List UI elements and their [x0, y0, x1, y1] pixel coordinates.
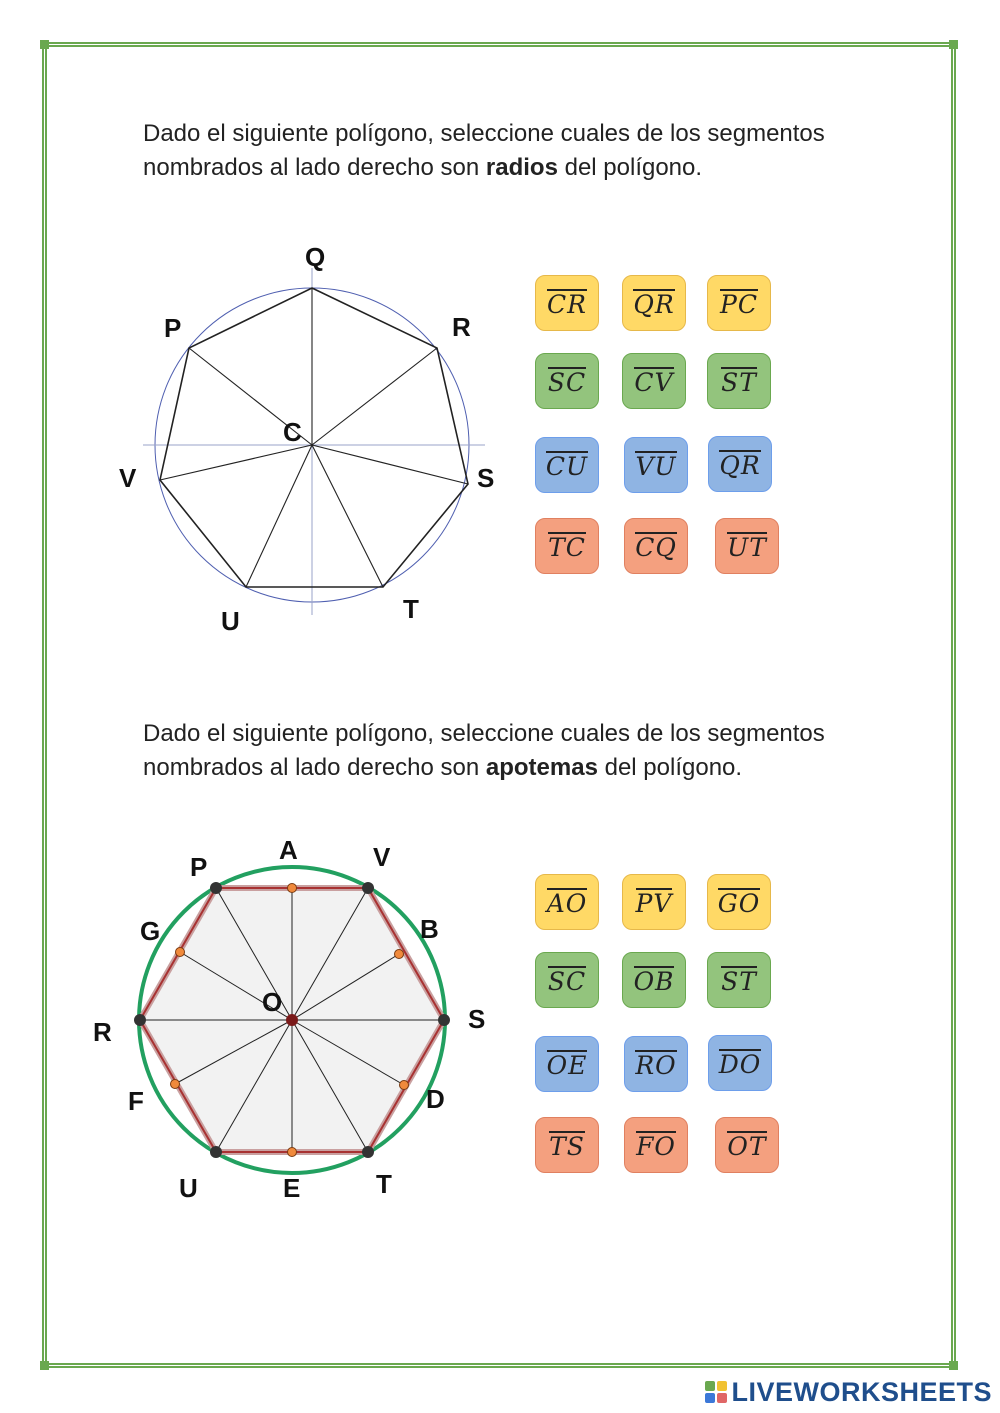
option-cu[interactable]: [535, 437, 599, 493]
border-corner: [40, 1361, 49, 1370]
label-a: A: [279, 835, 298, 865]
option-sc-2[interactable]: [535, 952, 599, 1008]
instruction-text: del polígono.: [557, 153, 703, 181]
option-qr-2[interactable]: [708, 436, 772, 492]
option-label: QR: [719, 450, 761, 480]
option-label: AO: [546, 888, 588, 918]
label-f: F: [128, 1086, 144, 1116]
option-label: CV: [634, 367, 674, 397]
vertex-label-v: V: [119, 463, 137, 493]
label-g: G: [140, 916, 161, 946]
center-label-c: C: [283, 417, 302, 447]
option-label: CU: [545, 451, 589, 481]
label-e: E: [283, 1173, 301, 1203]
option-label: CR: [547, 289, 587, 319]
label-d: D: [426, 1084, 445, 1114]
liveworksheets-logo[interactable]: [705, 1377, 992, 1407]
option-label: ST: [721, 966, 757, 996]
option-ts[interactable]: [535, 1117, 599, 1173]
liveworksheets-grid-icon: [705, 1381, 727, 1403]
label-o: O: [262, 987, 283, 1017]
option-sc[interactable]: [535, 353, 599, 409]
vertex-label-u: U: [221, 606, 240, 636]
option-qr[interactable]: [622, 275, 686, 331]
option-label: DO: [718, 1049, 762, 1079]
vertex-label-s: S: [477, 463, 495, 493]
option-ro[interactable]: [624, 1036, 688, 1092]
border-corner: [949, 1361, 958, 1370]
option-label: PC: [720, 289, 758, 319]
option-do[interactable]: [708, 1035, 772, 1091]
option-label: CQ: [635, 532, 677, 562]
border-corner: [949, 40, 958, 49]
hexagon-figure: [80, 830, 520, 1210]
option-label: OB: [633, 966, 675, 996]
center-dot: [286, 1014, 298, 1026]
instruction-text: Dado el siguiente polígono, seleccione cuales de los segmentos nombrados al lado derecho son: [143, 120, 825, 181]
option-oe[interactable]: [535, 1036, 599, 1092]
option-label: SC: [547, 966, 587, 996]
option-ob[interactable]: [622, 952, 686, 1008]
option-ao[interactable]: [535, 874, 599, 930]
option-label: RO: [635, 1050, 677, 1080]
instruction-radios: [143, 117, 863, 184]
option-label: FO: [636, 1131, 676, 1161]
instruction-text: Dado el siguiente polígono, seleccione cuales de los segmentos nombrados al lado derecho son: [143, 720, 825, 781]
vertex-label-q: Q: [305, 242, 326, 272]
label-v: V: [373, 842, 391, 872]
logo-text: LIVEWORKSHEETS: [731, 1376, 992, 1407]
option-cq[interactable]: [624, 518, 688, 574]
option-go[interactable]: [707, 874, 771, 930]
option-label: SC: [547, 367, 587, 397]
label-s: S: [468, 1004, 486, 1034]
option-label: PV: [635, 888, 673, 918]
option-vu[interactable]: [624, 437, 688, 493]
option-tc[interactable]: [535, 518, 599, 574]
label-u: U: [179, 1173, 198, 1203]
label-p: P: [190, 852, 208, 882]
label-r: R: [93, 1017, 112, 1047]
option-label: GO: [717, 888, 761, 918]
option-cr[interactable]: [535, 275, 599, 331]
border-corner: [40, 40, 49, 49]
option-ot[interactable]: [715, 1117, 779, 1173]
option-label: ST: [721, 367, 757, 397]
option-st-2[interactable]: [707, 952, 771, 1008]
vertex-label-p: P: [164, 313, 182, 343]
option-label: UT: [727, 532, 767, 562]
vertex-label-r: R: [452, 312, 471, 342]
option-fo[interactable]: [624, 1117, 688, 1173]
vertex-label-t: T: [403, 594, 419, 624]
option-label: TC: [548, 532, 586, 562]
option-ut[interactable]: [715, 518, 779, 574]
instruction-keyword: apotemas: [485, 753, 598, 781]
option-label: OT: [727, 1131, 767, 1161]
option-label: TS: [549, 1131, 585, 1161]
heptagon-figure: [100, 230, 520, 650]
option-st[interactable]: [707, 353, 771, 409]
label-b: B: [420, 914, 439, 944]
option-label: QR: [633, 289, 675, 319]
instruction-keyword: radios: [485, 153, 558, 181]
option-pc[interactable]: [707, 275, 771, 331]
option-pv[interactable]: [622, 874, 686, 930]
instruction-text: del polígono.: [597, 753, 743, 781]
option-label: OE: [546, 1050, 588, 1080]
label-t: T: [376, 1169, 392, 1199]
instruction-apotemas: [143, 717, 863, 784]
option-cv[interactable]: [622, 353, 686, 409]
option-label: VU: [635, 451, 677, 481]
